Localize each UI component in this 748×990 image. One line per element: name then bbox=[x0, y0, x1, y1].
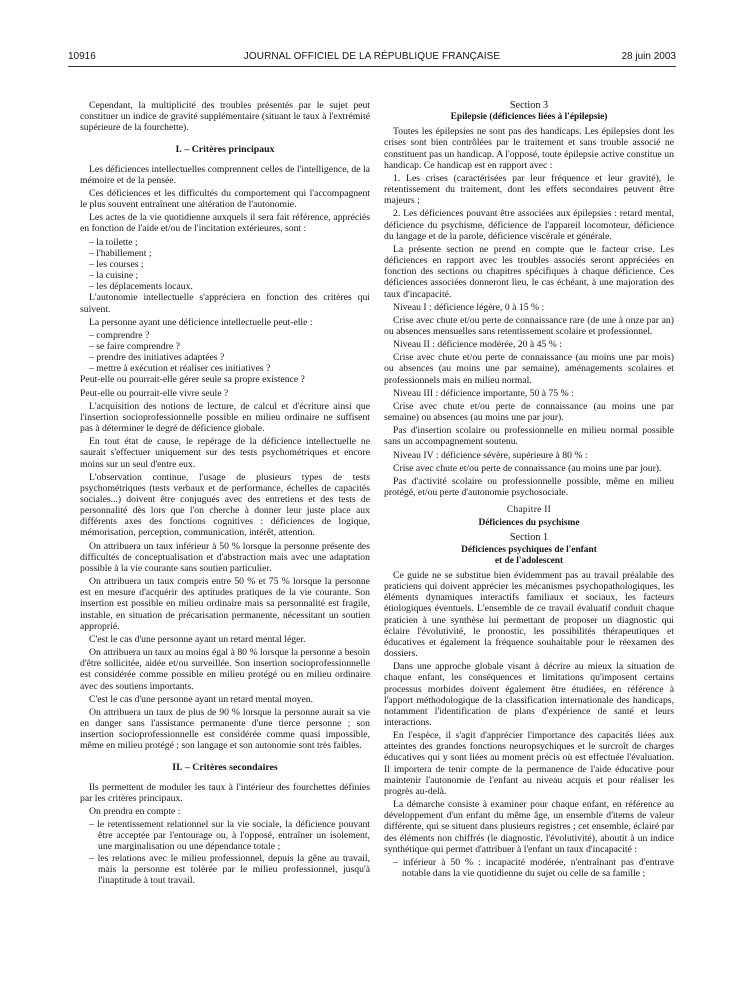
heading-criteres-secondaires: II. – Critères secondaires bbox=[172, 762, 278, 774]
paragraph: On attribuera un taux de plus de 90 % lorsque la personne aurait sa vie en danger sans l'assistance permanente d'une tierce personne ; son insertion socioprofessionnelle est considérée comme quasi impossible, même en milieu protégé ; son langage et son autonomie sont très faibles. bbox=[80, 706, 370, 752]
level-heading: Niveau II : déficience modérée, 20 à 45 % : bbox=[393, 339, 562, 351]
list-item: – les courses ; bbox=[89, 258, 144, 270]
page-number: 10916 bbox=[68, 51, 96, 62]
paragraph: Les actes de la vie quotidienne auxquels il sera fait référence, appréciés en fonction de l'aide et/ou de l'incitation extérieures, sont : bbox=[80, 212, 370, 235]
left-column bbox=[80, 100, 370, 886]
paragraph: La démarche consiste à examiner pour chaque enfant, en référence au développement d'un enfant du même âge, un ensemble d'items de valeur différente, qui se situent dans plusieurs registres ; cet ensemble, éclairé par des éléments non chiffrés (le diagnostic, l'évolutivité), aboutit à un indice synthétique qui permet d'attribuer à l'enfant un taux d'incapacité : bbox=[384, 799, 674, 855]
paragraph: Pas d'insertion scolaire ou professionnelle en milieu normal possible sans un accompagnement soutenu. bbox=[384, 425, 674, 448]
paragraph: La présente section ne prend en compte que le facteur crise. Les déficiences en rapport avec les troubles associés seront appréciées en fonction des sections ou chapitres spécifiques à chaque déficience. Ces déficiences associées donneront lieu, le cas échéant, à une majoration des taux d'incapacité. bbox=[384, 243, 674, 300]
paragraph: Peut-elle ou pourrait-elle gérer seule sa propre existence ? bbox=[80, 374, 305, 386]
header-rule bbox=[68, 66, 676, 67]
chapter-title: Déficiences du psychisme bbox=[478, 518, 580, 529]
journal-title: JOURNAL OFFICIEL DE LA RÉPUBLIQUE FRANÇAISE bbox=[243, 51, 501, 62]
paragraph: Cependant, la multiplicité des troubles présentés par le sujet peut constituer un indice de gravité supplémentaire (situant le taux à l'extrémité supérieure de la fourchette). bbox=[80, 100, 370, 134]
list-item: – l'habillement ; bbox=[89, 247, 152, 259]
level-heading: Niveau III : déficience importante, 50 à 75 % : bbox=[393, 387, 574, 399]
list-item: – mettre à exécution et réaliser ces initiatives ? bbox=[89, 363, 271, 375]
list-item: – le retentissement relationnel sur la vie sociale, la déficience pouvant être acceptée par l'entourage ou, à l'opposé, entraîner un isolement, une marginalisation ou une dépendance totale ; bbox=[89, 819, 370, 853]
paragraph: Crise avec chute et/ou perte de connaissance (au moins une par semaine) ou absences (au moins une par jour). bbox=[384, 400, 674, 424]
section-heading: Section 1 bbox=[509, 532, 549, 544]
paragraph: L'observation continue, l'usage de plusieurs types de tests psychométriques (tests verbaux et de performance, échelles de capacités sociales...) doivent être conjugués avec des entretiens et des tests de personnalité dès lors que l'on cherche à donner leur juste place aux différents axes des fonctions cognitives : déficiences de logique, mémorisation, perception, communication, intérêt, attention. bbox=[80, 471, 370, 539]
paragraph: On attribuera un taux compris entre 50 % et 75 % lorsque la personne est en mesure d'acquérir des aptitudes pratiques de la vie courante. Son insertion est possible en milieu ordinaire mais sa personnalité est fragile, instable, en situation de précarisation permanente, nécessitant un soutien approprié. bbox=[80, 576, 370, 632]
paragraph: Toutes les épilepsies ne sont pas des handicaps. Les épilepsies dont les crises sont bien contrôlées par le traitement et sans trouble associé ne constituent pas un handicap. A l'opposé, toute épilepsie active constitue un handicap. Ce handicap est en rapport avec : bbox=[384, 126, 674, 171]
list-item: – les relations avec le milieu professionnel, depuis la gêne au travail, mais la personne est tolérée par le milieu professionnel, jusqu'à l'inaptitude à tout travail. bbox=[89, 852, 370, 886]
list-item: – la cuisine ; bbox=[89, 270, 139, 282]
right-column bbox=[384, 100, 674, 879]
paragraph: Crise avec chute et/ou perte de connaissance (au moins une par mois) ou absences (au moins une par semaine), aménagements scolaires et professionnels mais en milieu normal. bbox=[384, 352, 674, 386]
level-heading: Niveau I : déficience légère, 0 à 15 % : bbox=[393, 301, 545, 313]
section-title: et de l'adolescent bbox=[494, 555, 564, 566]
paragraph: 1. Les crises (caractérisées par leur fréquence et leur gravité), le retentissement du traitement, dont les effets secondaires peuvent être majeurs ; bbox=[384, 172, 674, 207]
paragraph: On attribuera un taux au moins égal à 80 % lorsque la personne a besoin d'être sollicitée, aidée et/ou surveillée. Son insertion socioprofessionnelle est considérée comme possible en milieu protégé ou en milieu ordinaire avec des soutiens importants. bbox=[80, 647, 370, 692]
list-item: – comprendre ? bbox=[89, 329, 150, 341]
paragraph: En tout état de cause, le repérage de la déficience intellectuelle ne saurait s'effectuer uniquement sur des tests psychométriques et encore moins sur un seul d'entre eux. bbox=[80, 436, 370, 470]
paragraph: L'autonomie intellectuelle s'appréciera en fonction des critères qui suivent. bbox=[80, 292, 370, 315]
heading-criteres-principaux: I. – Critères principaux bbox=[175, 144, 275, 156]
list-item: – se faire comprendre ? bbox=[89, 340, 180, 352]
paragraph: Ces déficiences et les difficultés du comportement qui l'accompagnent le plus souvent entraînent une altération de l'autonomie. bbox=[80, 187, 370, 211]
chapter-heading: Chapitre II bbox=[506, 505, 552, 516]
paragraph: Ils permettent de moduler les taux à l'intérieur des fourchettes définies par les critères principaux. bbox=[80, 781, 370, 804]
section-title: Epilepsie (déficiences liées à l'épilepsie) bbox=[450, 112, 608, 123]
paragraph: 2. Les déficiences pouvant être associées aux épilepsies : retard mental, déficience du psychisme, déficience de l'appareil locomoteur, déficience du langage et de la parole, déficience viscérale et générale. bbox=[384, 208, 674, 242]
level-heading: Niveau IV : déficience sévère, supérieure à 80 % : bbox=[393, 449, 588, 461]
list-item: – les déplacements locaux. bbox=[89, 281, 193, 293]
paragraph: C'est le cas d'une personne ayant un retard mental moyen. bbox=[89, 693, 314, 705]
paragraph: Dans une approche globale visant à décrire au mieux la situation de chaque enfant, les conséquences et limitations qu'imposent certains processus morbides doivent également être étudiées, en référence à l'apport méthodologique de la classification internationale des handicaps, notamment l'identification de plans d'expérience de santé et leurs interactions. bbox=[384, 661, 674, 728]
section-heading: Section 3 bbox=[509, 100, 549, 111]
paragraph: Crise avec chute et/ou perte de connaissance (au moins une par jour). bbox=[393, 462, 662, 474]
paragraph: Crise avec chute et/ou perte de connaissance rare (de une à onze par an) ou absences mensuelles sans retentissement scolaire et professionnel. bbox=[384, 314, 674, 337]
paragraph: C'est le cas d'une personne ayant un retard mental léger. bbox=[89, 633, 306, 645]
issue-date: 28 juin 2003 bbox=[621, 51, 676, 62]
section-title: Déficiences psychiques de l'enfant bbox=[461, 544, 597, 555]
paragraph: En l'espèce, il s'agit d'apprécier l'importance des capacités liées aux atteintes des grandes fonctions neuropsychiques et le surcroît de charges éducatives qui y sont liées au moment précis où est effectuée l'évaluation. Il importera de tenir compte de la permanence de l'aide éducative pour maintenir l'autonomie de l'enfant au niveau acquis et pour réaliser les progrès au-delà. bbox=[384, 730, 674, 797]
paragraph: L'acquisition des notions de lecture, de calcul et d'écriture ainsi que l'insertion socioprofessionnelle possible en milieu ordinaire ne suffisent pas à déterminer le degré de déficience globale. bbox=[80, 400, 370, 435]
page-header bbox=[68, 51, 676, 65]
list-item: – prendre des initiatives adaptées ? bbox=[89, 352, 225, 364]
paragraph: On prendra en compte : bbox=[89, 805, 181, 817]
paragraph: On attribuera un taux inférieur à 50 % lorsque la personne présente des difficultés de conceptualisation et d'abstraction mais avec une adaptation possible à la vie courante sans soutien particulier. bbox=[80, 540, 370, 574]
paragraph: Pas d'activité scolaire ou professionnelle possible, même en milieu protégé, et/ou perte d'autonomie psychosociale. bbox=[384, 475, 674, 498]
paragraph: Les déficiences intellectuelles comprennent celles de l'intelligence, de la mémoire et de la pensée. bbox=[80, 163, 370, 186]
paragraph: Ce guide ne se substitue bien évidemment pas au travail préalable des praticiens qui doivent apprécier les mécanismes psychopathologiques, les éléments dynamiques interactifs familiaux et sociaux, les facteurs étiologiques éventuels. L'ensemble de ce travail évaluatif conduit chaque praticien à une synthèse lui permettant de proposer un diagnostic qui éclaire l'évolutivité, le pronostic, les possibilités thérapeutiques et éducatives et également la fréquence souhaitable pour le réexamen des dossiers. bbox=[384, 569, 674, 660]
paragraph: La personne ayant une déficience intellectuelle peut-elle : bbox=[89, 316, 313, 328]
list-item: – inférieur à 50 % : incapacité modérée, n'entraînant pas d'entrave notable dans la vie quotidienne du sujet ou celle de sa famille ; bbox=[393, 856, 674, 879]
paragraph: Peut-elle ou pourrait-elle vivre seule ? bbox=[80, 387, 229, 399]
list-item: – la toilette ; bbox=[89, 236, 138, 248]
